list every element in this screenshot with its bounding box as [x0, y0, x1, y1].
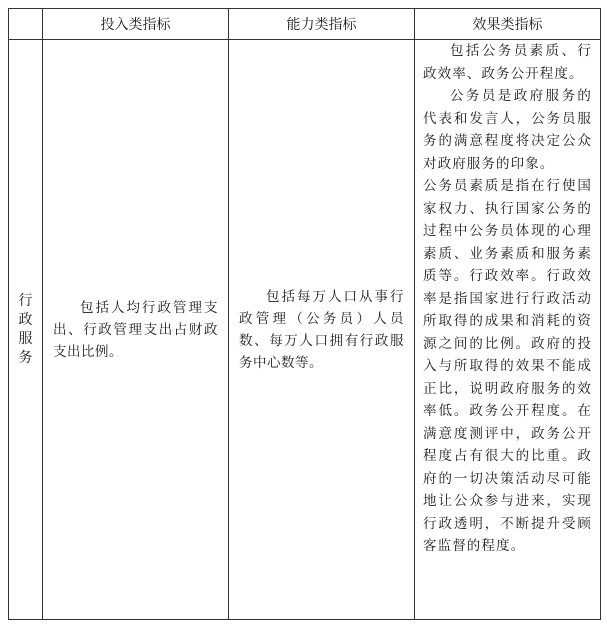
category-cell [9, 40, 43, 620]
effect-paragraph: 包括公务员素质、行政效率、政务公开程度。 [423, 43, 592, 82]
effect-paragraph: 公务员是政府服务的代表和发言人，公务员服务的满意程度将决定公众对政府服务的印象。 [423, 88, 592, 172]
ability-indicator-text: 包括每万人口从事行政管理（公务员）人员数、每万人口拥有行政服务中心数等。 [239, 288, 404, 371]
indicator-table [8, 8, 601, 620]
category-label: 行政服务 [18, 292, 33, 366]
table-row [9, 40, 601, 620]
input-indicator-text: 包括人均行政管理支出、行政管理支出占财政支出比例。 [53, 299, 218, 360]
effect-paragraph: 公务员素质是指在行使国家权力、执行国家公务的过程中公务员体现的心理素质、业务素质和服务素质等。行政效率。行政效率是指国家进行行政活动所取得的成果和消耗的资源之间的比例。政府的投入与所取得的效果不能成正比，说明政府服务的效率低。政务公开程度。在满意度测评中，政务公开程度占有很大的比重。政府的一切决策活动尽可能地让公众参与进来，实现行政透明，不断提升受顾客监督的程度。 [423, 178, 592, 554]
input-indicator-cell [43, 40, 229, 620]
header-effect-indicators: 效果类指标 [415, 9, 601, 40]
header-row [9, 9, 601, 40]
effect-indicator-cell [415, 40, 601, 620]
header-blank [9, 9, 43, 40]
header-ability-indicators: 能力类指标 [229, 9, 415, 40]
ability-indicator-cell [229, 40, 415, 620]
header-input-indicators: 投入类指标 [43, 9, 229, 40]
